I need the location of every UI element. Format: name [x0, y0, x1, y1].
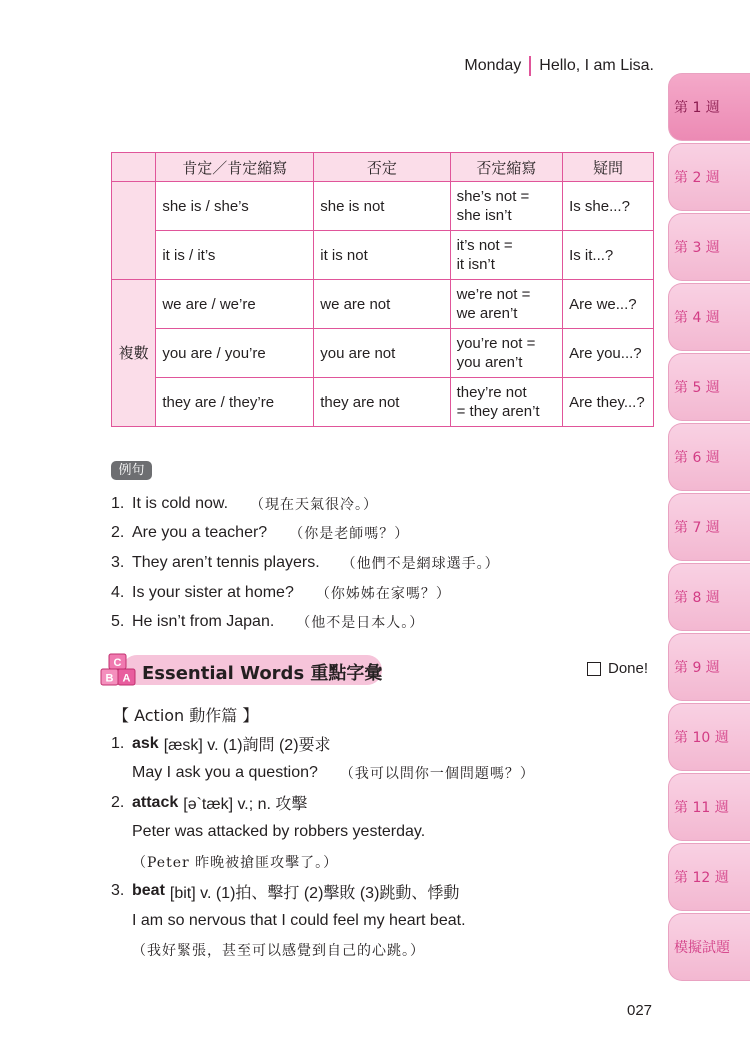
essential-words-title: Essential Words 重點字彙	[142, 663, 383, 684]
singular-group-cell	[112, 182, 156, 280]
table-cell: they’re not = they aren’t	[450, 378, 562, 427]
tab-week-3[interactable]	[668, 213, 750, 281]
item-number: 4.	[111, 583, 125, 601]
entry-sentence-line	[111, 818, 651, 848]
column-header: 疑問	[563, 153, 654, 182]
entry-headword-line	[111, 877, 651, 907]
example-chinese: （你姊姊在家嗎？）	[315, 585, 451, 602]
tab-label: 第 3 週	[674, 240, 720, 256]
table-cell: she is / she’s	[156, 182, 314, 231]
tab-week-10[interactable]	[668, 703, 750, 771]
table-cell: it’s not = it isn’t	[450, 231, 562, 280]
table-cell: you are not	[314, 329, 450, 378]
item-number: 1.	[111, 494, 125, 512]
table-cell: she is not	[314, 182, 450, 231]
header-title: Hello, I am Lisa.	[539, 57, 654, 74]
tab-label: 第 6 週	[674, 450, 720, 466]
table-cell: it is not	[314, 231, 450, 280]
tab-week-1[interactable]	[668, 73, 750, 141]
column-header: 否定縮寫	[450, 153, 562, 182]
example-chinese: （他們不是網球選手。）	[341, 555, 500, 572]
list-item	[111, 489, 500, 519]
sentence-translation: （我好緊張，甚至可以感覺到自己的心跳。）	[132, 943, 425, 960]
table-row	[112, 231, 654, 280]
plural-group-cell: 複數	[112, 280, 156, 427]
vocabulary-entries	[111, 729, 651, 965]
example-chinese: （現在天氣很冷。）	[250, 496, 379, 513]
section-heading: 【 Action 動作篇 】	[113, 706, 259, 725]
page-header	[464, 56, 654, 76]
abc-blocks-icon	[100, 652, 136, 688]
example-chinese: （他不是日本人。）	[296, 615, 425, 632]
done-label: Done!	[608, 660, 649, 677]
done-checkbox[interactable]	[587, 660, 648, 677]
tab-label: 第 11 週	[674, 800, 729, 816]
table-cell: they are / they’re	[156, 378, 314, 427]
block-letter: B	[105, 672, 114, 685]
entry-sentence-line	[111, 906, 651, 936]
entry-number: 1.	[111, 734, 125, 752]
tab-label: 第 7 週	[674, 520, 720, 536]
definition: [ə`tæk] v.; n. 攻擊	[183, 796, 308, 814]
table-row	[112, 329, 654, 378]
example-english: Are you a teacher?	[132, 524, 268, 542]
example-chinese: （你是老師嗎？）	[289, 526, 410, 543]
tab-week-7[interactable]	[668, 493, 750, 561]
block-letter: C	[113, 657, 122, 669]
item-number: 5.	[111, 613, 125, 631]
tab-week-6[interactable]	[668, 423, 750, 491]
tab-week-12[interactable]	[668, 843, 750, 911]
table-cell: Is it...?	[563, 231, 654, 280]
tab-week-9[interactable]	[668, 633, 750, 701]
table-cell: Is she...?	[563, 182, 654, 231]
table-cell: you are / you’re	[156, 329, 314, 378]
item-number: 3.	[111, 553, 125, 571]
tab-week-4[interactable]	[668, 283, 750, 351]
headword: attack	[132, 793, 179, 811]
entry-number: 3.	[111, 882, 125, 900]
example-english: Is your sister at home?	[132, 583, 294, 601]
tab-week-8[interactable]	[668, 563, 750, 631]
tab-label: 第 2 週	[674, 170, 720, 186]
grammar-table	[111, 152, 654, 427]
page-number: 027	[627, 1002, 653, 1019]
tab-label: 第 8 週	[674, 590, 720, 606]
sentence-translation: （Peter 昨晚被搶匪攻擊了。）	[132, 854, 339, 871]
definition: [æsk] v. (1)詢問 (2)要求	[163, 737, 331, 755]
list-item	[111, 607, 500, 637]
entry-headword-line	[111, 729, 651, 759]
tab-week-11[interactable]	[668, 773, 750, 841]
tab-label: 第 12 週	[674, 870, 729, 886]
tab-label: 第 9 週	[674, 660, 720, 676]
table-row	[112, 378, 654, 427]
column-header: 肯定／肯定縮寫	[156, 153, 314, 182]
headword: beat	[132, 882, 165, 900]
table-cell: she’s not = she isn’t	[450, 182, 562, 231]
list-item	[111, 578, 500, 608]
block-letter: A	[122, 672, 131, 685]
table-cell: Are you...?	[563, 329, 654, 378]
tab-label: 第 1 週	[674, 100, 720, 116]
entry-headword-line	[111, 788, 651, 818]
tab-label: 模擬試題	[674, 940, 730, 956]
examples-badge: 例句	[111, 461, 152, 480]
essential-words-banner	[100, 652, 384, 688]
example-english: He isn’t from Japan.	[132, 613, 275, 631]
example-english: They aren’t tennis players.	[132, 553, 320, 571]
entry-translation-line	[111, 936, 651, 966]
table-cell: they are not	[314, 378, 450, 427]
tab-label: 第 5 週	[674, 380, 720, 396]
item-number: 2.	[111, 524, 125, 542]
example-sentence: Peter was attacked by robbers yesterday.	[132, 823, 426, 841]
table-cell: Are they...?	[563, 378, 654, 427]
example-english: It is cold now.	[132, 494, 229, 512]
table-cell: it is / it’s	[156, 231, 314, 280]
table-cell: we are / we’re	[156, 280, 314, 329]
definition: [bit] v. (1)拍、擊打 (2)擊敗 (3)跳動、悸動	[169, 884, 460, 902]
table-header-row	[112, 153, 654, 182]
entry-translation-line	[111, 847, 651, 877]
header-empty-cell	[112, 153, 156, 182]
tab-label: 第 4 週	[674, 310, 720, 326]
example-sentences	[111, 489, 500, 637]
column-header: 否定	[314, 153, 450, 182]
headword: ask	[132, 734, 159, 752]
table-cell: you’re not = you aren’t	[450, 329, 562, 378]
header-divider	[529, 56, 531, 76]
example-sentence: May I ask you a question?	[132, 764, 318, 782]
table-row	[112, 182, 654, 231]
tab-label: 第 10 週	[674, 730, 729, 746]
table-cell: we’re not = we aren’t	[450, 280, 562, 329]
header-day: Monday	[464, 57, 522, 74]
tab-week-2[interactable]	[668, 143, 750, 211]
tab-mock-exam[interactable]	[668, 913, 750, 981]
tab-week-5[interactable]	[668, 353, 750, 421]
entry-sentence-line	[111, 759, 651, 789]
example-sentence: I am so nervous that I could feel my heart beat.	[132, 911, 466, 929]
sentence-translation: （我可以問你一個問題嗎？）	[339, 766, 535, 783]
list-item	[111, 519, 500, 549]
checkbox-square[interactable]	[587, 662, 601, 676]
table-row	[112, 280, 654, 329]
table-cell: we are not	[314, 280, 450, 329]
entry-number: 2.	[111, 793, 125, 811]
list-item	[111, 548, 500, 578]
table-cell: Are we...?	[563, 280, 654, 329]
